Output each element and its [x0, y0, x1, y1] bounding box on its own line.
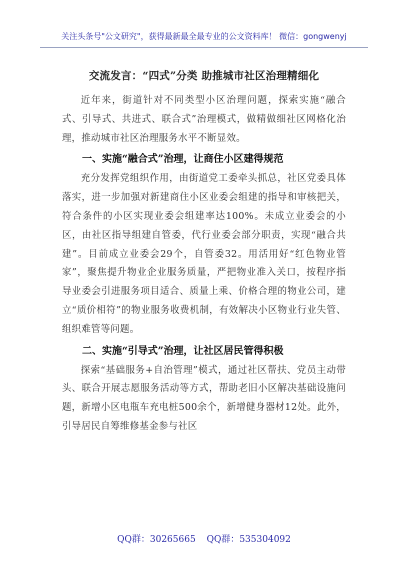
document-title: 交流发言：“四式”分类 助推城市社区治理精细化 [88, 70, 320, 82]
section-2-heading: 二、实施“引导式”治理，让社区居民管得积极 [82, 345, 284, 357]
document-body [62, 68, 346, 437]
header-banner: 关注头条号"公文研究"，获得最新最全最专业的公文资料库！ 微信：gongwenyj [61, 32, 347, 41]
section-1-paragraph: 充分发挥党组织作用，由街道党工委牵头抓总，社区党委具体落实，进一步加强对新建商住小区业委会组建的指导和审核把关，符合条件的小区实现业委会组建率达100%。未成立业委会的小区，由社区指导组建自管委，代行业委会部分职责，实现“融合共建”。目前成立业委会29个，自管委32。用活用好“红色物业管家”，聚焦提升物业企业服务质量，严把物业准入关口，按程序指导业委会引进服务项目适合、质量上乘、价格合理的物业公司，建立“质价相符”的物业服务收费机制，有效解决小区物业行业失管、组织难管等问题。 [62, 173, 346, 335]
footer-qq-group-2: QQ群：535304092 [206, 535, 291, 545]
section-2-paragraph: 探索“基础服务+自治管理”模式，通过社区帮扶、党员主动带头、联合开展志愿服务活动等方式，帮助老旧小区解决基础设施问题，新增小区电瓶车充电桩500余个，新增健身器材12处。此外，引导居民自筹维修基金参与社区 [62, 364, 346, 432]
footer-qq-group-1: QQ群：30265665 [117, 535, 196, 545]
footer-contact [0, 532, 408, 545]
intro-paragraph: 近年来，街道针对不同类型小区治理问题，探索实施“融合式、引导式、共进式、联合式”治理模式，做精做细社区网格化治理，推动城市社区治理服务水平不断显效。 [62, 95, 346, 144]
section-1-heading: 一、实施“融合式”治理，让商住小区建得规范 [82, 154, 284, 166]
header-divider [40, 47, 368, 48]
